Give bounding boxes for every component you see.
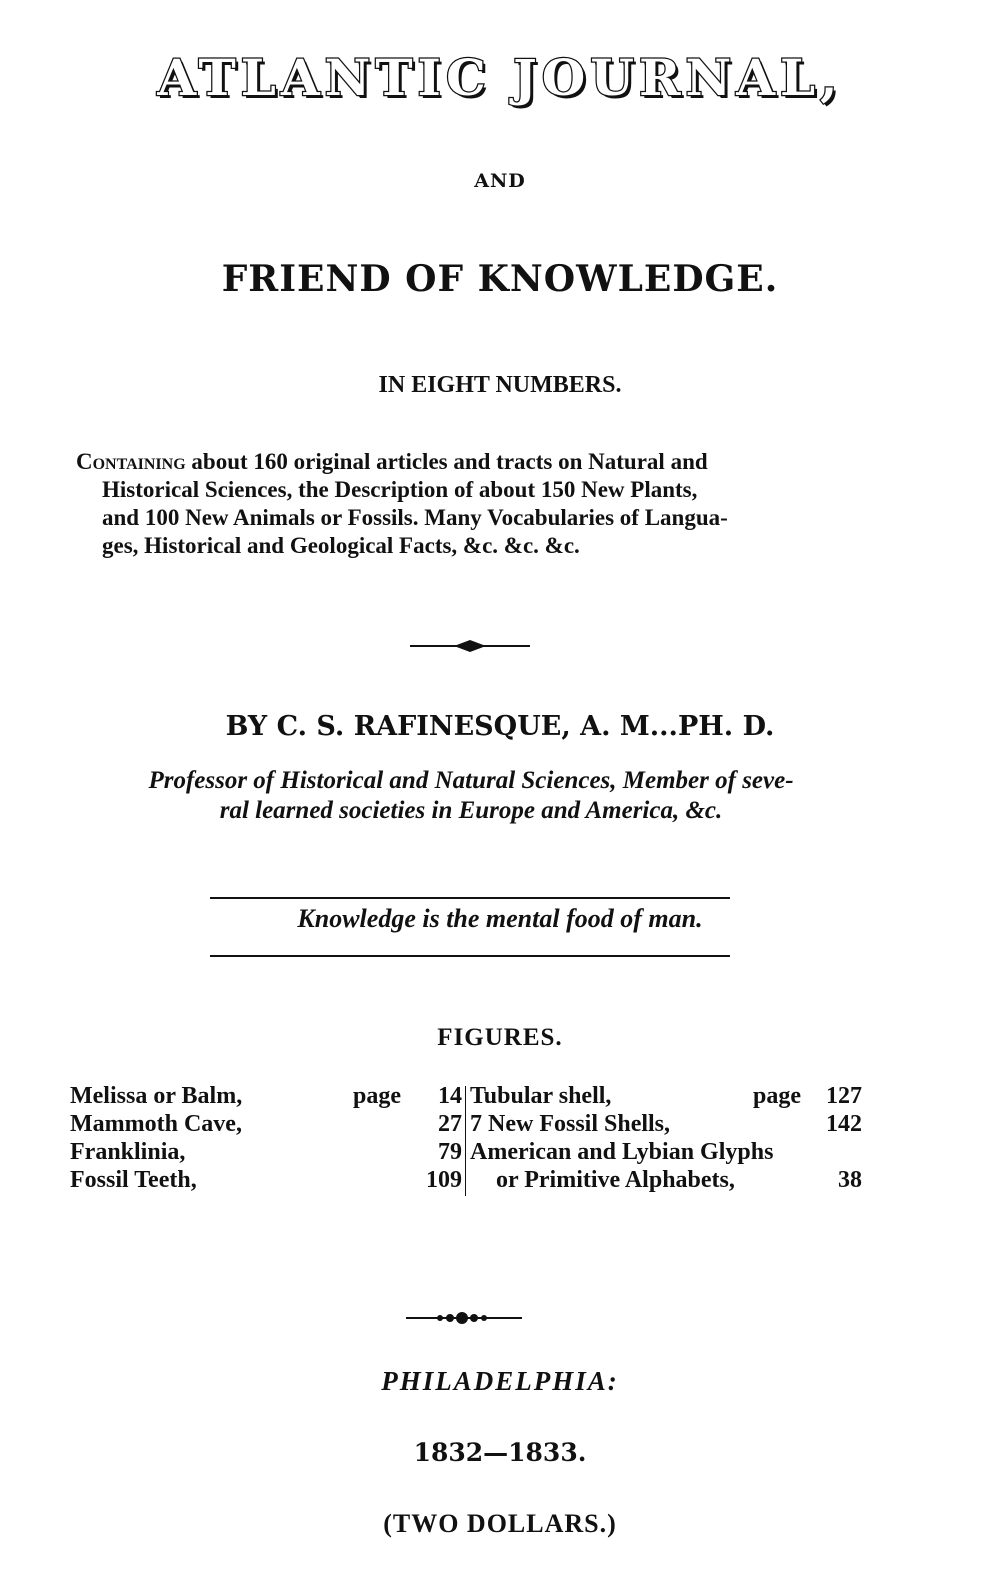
figure-entry: Franklinia, 79	[70, 1139, 462, 1165]
containing-lead: Containing	[76, 449, 186, 474]
credentials-line-2: ral learned societies in Europe and America, &c.	[219, 797, 723, 824]
author-line: BY C. S. RAFINESQUE, A. M...PH. D.	[225, 711, 775, 742]
figures-heading: FIGURES.	[437, 1024, 563, 1051]
column-divider	[465, 1086, 466, 1196]
motto-rule-bottom	[210, 955, 730, 957]
figure-entry: or Primitive Alphabets, 38	[496, 1167, 862, 1193]
numbers-line: IN EIGHT NUMBERS.	[378, 372, 622, 398]
figure-entry: American and Lybian Glyphs	[470, 1139, 774, 1165]
containing-line-4: ges, Historical and Geological Facts, &c. &c. &c.	[102, 533, 580, 558]
journal-title: ATLANTIC JOURNAL,	[157, 48, 843, 107]
figure-entry: Tubular shell, page 127	[470, 1083, 862, 1109]
contents-description	[76, 448, 866, 560]
price: (TWO DOLLARS.)	[383, 1509, 617, 1538]
figures-right-column	[470, 1082, 862, 1194]
author-credentials	[76, 766, 866, 826]
credentials-line-1: Professor of Historical and Natural Sciences, Member of seve-	[148, 767, 794, 794]
figures-left-column	[70, 1082, 462, 1194]
figure-entry: Fossil Teeth, 109	[70, 1167, 462, 1193]
motto-rule-top	[210, 897, 730, 899]
motto: Knowledge is the mental food of man.	[297, 904, 703, 933]
dotted-ornament	[404, 1308, 524, 1328]
containing-line-2: Historical Sciences, the Description of about 150 New Plants,	[102, 477, 698, 502]
figure-entry: 7 New Fossil Shells, 142	[470, 1111, 862, 1137]
journal-subtitle: FRIEND OF KNOWLEDGE.	[221, 258, 779, 300]
publication-years: 1832—1833.	[413, 1438, 587, 1467]
containing-line-1: about 160 original articles and tracts on Natural and	[191, 449, 708, 474]
containing-line-3: and 100 New Animals or Fossils. Many Vocabularies of Langua-	[102, 505, 728, 530]
figure-entry: Melissa or Balm, page 14	[70, 1083, 462, 1109]
conjunction-and: AND	[474, 170, 526, 192]
diamond-rule-ornament	[410, 636, 530, 656]
publication-place: PHILADELPHIA:	[381, 1366, 619, 1396]
figure-entry: Mammoth Cave, 27	[70, 1111, 462, 1137]
